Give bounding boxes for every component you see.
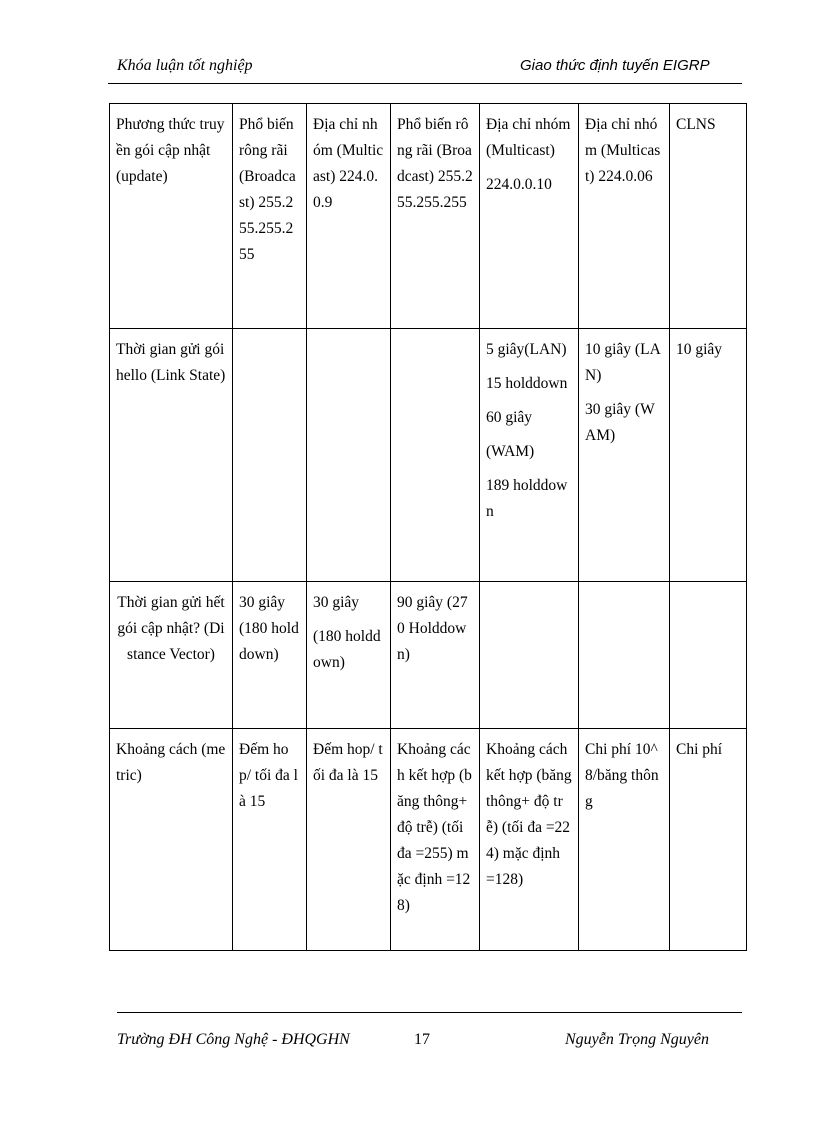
row-label-cell	[110, 104, 233, 329]
cell-text: 30 giây	[313, 594, 360, 611]
cell-text: 30 giây (WAM)	[585, 401, 655, 444]
cell-text: Thời gian gửi hết gói cập nhật? (Distance Vector)	[117, 594, 225, 663]
row-label-cell	[110, 329, 233, 582]
cell-text: Chi phí 10^8/băng thông	[585, 741, 659, 810]
table-cell	[307, 729, 391, 951]
table-cell	[670, 729, 747, 951]
header-rule	[108, 83, 742, 84]
table-cell	[307, 329, 391, 582]
header-right-title: Giao thức định tuyến EIGRP	[520, 57, 710, 74]
table-row	[110, 582, 747, 729]
cell-text: 10 giây	[676, 341, 723, 358]
table-row	[110, 729, 747, 951]
cell-text: CLNS	[676, 116, 716, 133]
table-cell	[480, 729, 579, 951]
cell-text: Đếm hop/ tối đa là 15	[239, 741, 298, 810]
page-number: 17	[414, 1031, 430, 1048]
table-cell	[480, 104, 579, 329]
table-cell	[233, 104, 307, 329]
cell-text: Địa chỉ nhóm (Multicast) 224.0.06	[585, 116, 661, 185]
row-label-cell	[110, 729, 233, 951]
footer-left-text: Trường ĐH Công Nghệ - ĐHQGHN	[117, 1031, 350, 1048]
cell-text: Phổ biến rông rãi (Broadcast) 255.255.255.255	[397, 116, 473, 211]
cell-text: 224.0.0.10	[486, 176, 552, 193]
cell-text: (WAM)	[486, 443, 535, 460]
cell-text: 189 holddown	[486, 477, 568, 520]
cell-text: Chi phí	[676, 741, 723, 758]
table-cell	[307, 582, 391, 729]
table-cell	[579, 729, 670, 951]
cell-text: 60 giây	[486, 409, 533, 426]
table-cell	[579, 329, 670, 582]
cell-text: (180 holddown)	[313, 628, 381, 671]
header-left-title: Khóa luận tốt nghiệp	[117, 57, 253, 74]
table-cell	[391, 329, 480, 582]
cell-text: Phương thức truyền gói cập nhật (update)	[116, 116, 225, 185]
cell-text: Khoảng cách kết hợp (băng thông+ độ trễ) (tối đa =255) mặc định =128)	[397, 741, 472, 914]
cell-text: 5 giây(LAN)	[486, 341, 567, 358]
cell-text: Địa chỉ nhóm (Multicast) 224.0.0.9	[313, 116, 384, 211]
cell-text: Phổ biến rông rãi (Broadcast) 255.255.255.255	[239, 116, 296, 263]
table-cell	[670, 329, 747, 582]
table-cell	[391, 729, 480, 951]
footer-rule	[117, 1012, 742, 1013]
table-cell	[391, 104, 480, 329]
table-cell	[233, 729, 307, 951]
cell-text: Khoảng cách (metric)	[116, 741, 226, 784]
table-cell	[233, 582, 307, 729]
table-cell	[391, 582, 480, 729]
cell-text: 10 giây (LAN)	[585, 341, 661, 384]
row-label-cell	[110, 582, 233, 729]
cell-text: Thời gian gửi gói hello (Link State)	[116, 341, 226, 384]
cell-text: Địa chỉ nhóm (Multicast)	[486, 116, 571, 159]
footer-author: Nguyễn Trọng Nguyên	[565, 1031, 709, 1048]
table-cell	[480, 329, 579, 582]
cell-text: 15 holddown	[486, 375, 568, 392]
table-cell	[670, 582, 747, 729]
cell-text: 30 giây (180 holddown)	[239, 594, 299, 663]
cell-text: 90 giây (270 Holddown)	[397, 594, 468, 663]
table-row	[110, 104, 747, 329]
cell-text: Đếm hop/ tối đa là 15	[313, 741, 383, 784]
table-cell	[579, 104, 670, 329]
table-cell	[307, 104, 391, 329]
table-cell	[233, 329, 307, 582]
table-cell	[480, 582, 579, 729]
table-cell	[579, 582, 670, 729]
table-cell	[670, 104, 747, 329]
comparison-table	[109, 103, 747, 951]
table-row	[110, 329, 747, 582]
cell-text: Khoảng cách kết hợp (băng thông+ độ trễ) (tối đa =224) mặc định =128)	[486, 741, 572, 888]
